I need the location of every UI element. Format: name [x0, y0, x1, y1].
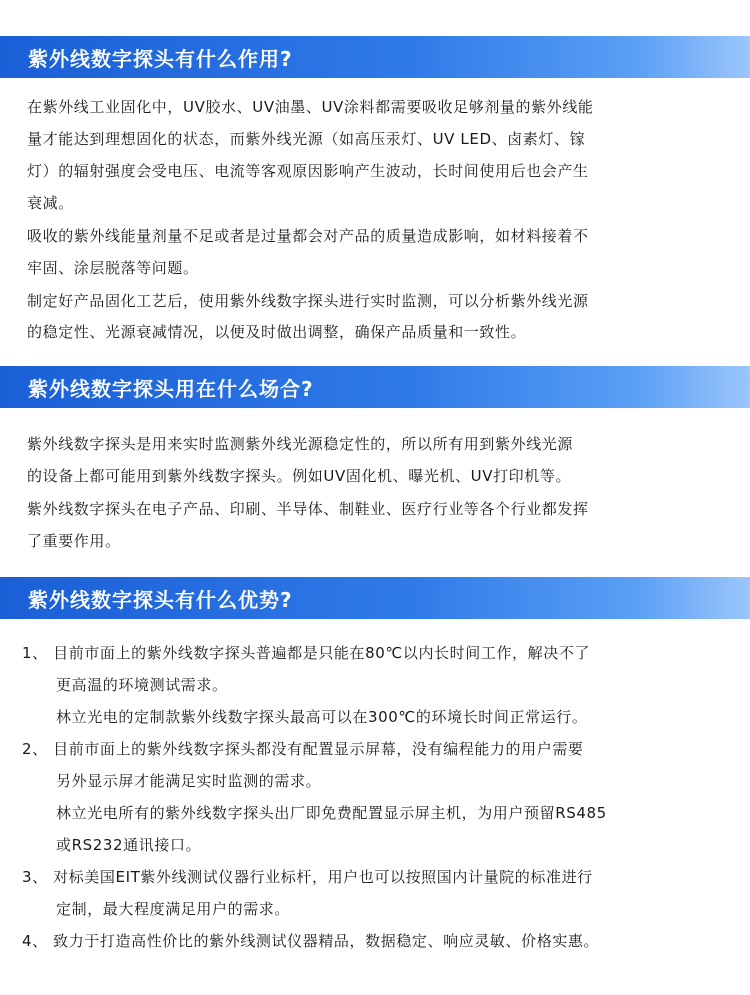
list-item-line: 更高温的环境测试需求。 [56, 676, 228, 694]
list-item-line: 另外显示屏才能满足实时监测的需求。 [56, 772, 322, 790]
section-header-function [0, 36, 750, 78]
body-line: 的稳定性、光源衰减情况，以便及时做出调整，确保产品质量和一致性。 [27, 323, 527, 341]
body-line: 了重要作用。 [27, 532, 121, 550]
body-line: 在紫外线工业固化中，UV胶水、UV油墨、UV涂料都需要吸收足够剂量的紫外线能 [27, 98, 594, 116]
list-item-line: 2、 目前市面上的紫外线数字探头都没有配置显示屏幕，没有编程能力的用户需要 [22, 740, 584, 758]
list-item-line: 林立光电所有的紫外线数字探头出厂即免费配置显示屏主机，为用户预留RS485 [56, 804, 607, 822]
section-title: 紫外线数字探头有什么作用? [28, 46, 293, 71]
list-item-line: 林立光电的定制款紫外线数字探头最高可以在300℃的环境长时间正常运行。 [56, 708, 588, 726]
section-title: 紫外线数字探头用在什么场合? [28, 376, 314, 401]
body-line: 灯）的辐射强度会受电压、电流等客观原因影响产生波动，长时间使用后也会产生 [27, 162, 589, 180]
body-line: 衰减。 [27, 194, 74, 212]
list-item-line: 4、 致力于打造高性价比的紫外线测试仪器精品，数据稳定、响应灵敏、价格实惠。 [22, 932, 600, 950]
list-item-line: 1、 目前市面上的紫外线数字探头普遍都是只能在80℃以内长时间工作，解决不了 [22, 644, 591, 662]
body-line: 制定好产品固化工艺后，使用紫外线数字探头进行实时监测，可以分析紫外线光源 [27, 292, 589, 310]
body-line: 紫外线数字探头在电子产品、印刷、半导体、制鞋业、医疗行业等各个行业都发挥 [27, 500, 589, 518]
body-line: 的设备上都可能用到紫外线数字探头。例如UV固化机、曝光机、UV打印机等。 [27, 467, 572, 485]
list-item-line: 3、 对标美国EIT紫外线测试仪器行业标杆，用户也可以按照国内计量院的标准进行 [22, 868, 593, 886]
section-header-advantages [0, 577, 750, 619]
body-line: 牢固、涂层脱落等问题。 [27, 259, 199, 277]
list-item-line: 或RS232通讯接口。 [56, 836, 202, 854]
section-header-applications [0, 366, 750, 408]
section-title: 紫外线数字探头有什么优势? [28, 587, 293, 612]
body-line: 吸收的紫外线能量剂量不足或者是过量都会对产品的质量造成影响，如材料接着不 [27, 227, 589, 245]
list-item-line: 定制，最大程度满足用户的需求。 [56, 900, 291, 918]
body-line: 紫外线数字探头是用来实时监测紫外线光源稳定性的，所以所有用到紫外线光源 [27, 435, 574, 453]
body-line: 量才能达到理想固化的状态，而紫外线光源（如高压汞灯、UV LED、卤素灯、镓 [27, 130, 586, 148]
